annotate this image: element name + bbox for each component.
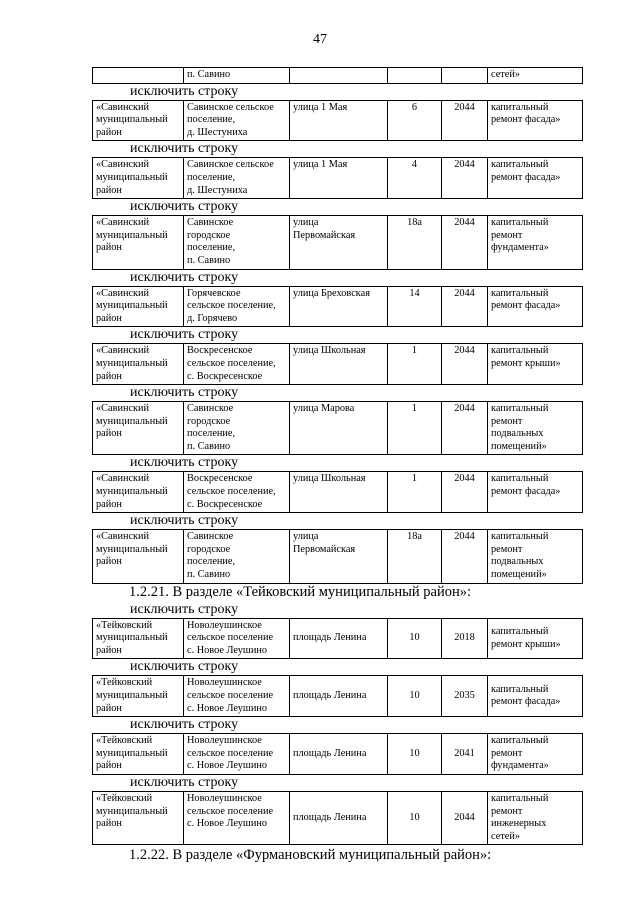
- cell-settlement: [184, 472, 290, 513]
- cell-line: ремонт фасада»: [491, 114, 561, 126]
- table-row: [93, 676, 583, 717]
- cell-line: с. Новое Леушино: [187, 760, 267, 772]
- cell-settlement: [184, 676, 290, 717]
- cell-line: площадь Ленина: [293, 811, 367, 823]
- cell-line: подвальных: [491, 428, 544, 440]
- cell-year: 2044: [442, 344, 488, 385]
- cell-municipality: [93, 676, 184, 717]
- table-row: [93, 402, 583, 455]
- cell-house: 18а: [388, 530, 442, 583]
- cell-line: ремонт: [491, 229, 523, 241]
- cell-line: сельское поселение: [187, 690, 274, 701]
- cell-line: район: [96, 760, 122, 772]
- table-row: [93, 100, 583, 141]
- row-table: [92, 733, 583, 775]
- cell-line: муниципальный: [96, 543, 168, 555]
- cell-street: [290, 68, 388, 84]
- cell-year: 2044: [442, 216, 488, 269]
- row-table: [92, 618, 583, 660]
- exclude-row-command: исключить строку: [130, 717, 239, 733]
- cell-street: [290, 734, 388, 775]
- cell-line: «Тейковский: [96, 735, 153, 747]
- cell-line: капитальный: [491, 792, 549, 804]
- cell-settlement: [184, 100, 290, 141]
- cell-house: 14: [388, 286, 442, 327]
- cell-line: район: [96, 184, 122, 196]
- cell-line: Савинское: [187, 403, 234, 415]
- cell-line: поселение,: [187, 556, 236, 568]
- cell-line: д. Шестуниха: [187, 184, 248, 196]
- cell-line: муниципальный: [96, 632, 168, 644]
- cell-municipality: [93, 344, 184, 385]
- cell-line: муниципальный: [96, 300, 168, 312]
- cell-settlement: [184, 344, 290, 385]
- cell-line: «Савинский: [96, 101, 150, 113]
- cell-line: «Савинский: [96, 287, 150, 299]
- cell-line: район: [96, 644, 122, 656]
- cell-line: капитальный: [491, 101, 549, 113]
- cell-line: сельское поселение,: [187, 486, 276, 498]
- cell-line: капитальный: [491, 683, 549, 695]
- cell-line: Горячевское: [187, 287, 241, 299]
- cell-line: сельское поселение: [187, 632, 274, 644]
- cell-line: городское: [187, 229, 231, 241]
- cell-line: улица Школьная: [293, 473, 366, 485]
- cell-work-type: сетей»: [488, 68, 583, 84]
- cell-street: [290, 158, 388, 199]
- cell-line: муниципальный: [96, 747, 168, 759]
- cell-line: район: [96, 818, 122, 830]
- cell-settlement: [184, 618, 290, 659]
- cell-line: п. Савино: [187, 440, 231, 452]
- cell-street: [290, 344, 388, 385]
- cell-line: район: [96, 126, 122, 138]
- first-row-table: [92, 67, 583, 84]
- cell-line: ремонт: [491, 805, 523, 817]
- cell-line: д. Горячево: [187, 312, 238, 324]
- cell-line: Новолеушинское: [187, 735, 262, 747]
- exclude-row-command: исключить строку: [130, 659, 239, 675]
- cell-house: 4: [388, 158, 442, 199]
- cell-line: капитальный: [491, 403, 549, 415]
- exclude-row-command: исключить строку: [130, 513, 239, 529]
- exclude-row-command: исключить строку: [130, 327, 239, 343]
- cell-line: площадь Ленина: [293, 747, 367, 759]
- cell-line: капитальный: [491, 531, 549, 543]
- cell-line: ремонт фасада»: [491, 486, 561, 498]
- cell-municipality: [93, 100, 184, 141]
- cell-year: 2044: [442, 791, 488, 844]
- cell-line: с. Воскресенское: [187, 370, 263, 382]
- section-heading-furmanov: 1.2.22. В разделе «Фурмановский муниципальный район»:: [129, 847, 492, 864]
- cell-settlement: [184, 734, 290, 775]
- cell-municipality: [93, 216, 184, 269]
- row-table: [92, 471, 583, 513]
- cell-line: с. Новое Леушино: [187, 644, 267, 656]
- cell-year: 2044: [442, 402, 488, 455]
- cell-year: [442, 68, 488, 84]
- row-table: [92, 529, 583, 583]
- row-table: [92, 286, 583, 328]
- cell-line: «Савинский: [96, 473, 150, 485]
- cell-line: улица Бреховская: [293, 287, 370, 299]
- cell-line: ремонт фасада»: [491, 171, 561, 183]
- cell-line: помещений»: [491, 569, 547, 581]
- cell-municipality: [93, 286, 184, 327]
- cell-line: помещений»: [491, 440, 547, 452]
- cell-line: площадь Ленина: [293, 632, 367, 644]
- cell-line: район: [96, 556, 122, 568]
- teykovo-rows: [92, 602, 582, 846]
- cell-line: ремонт фасада»: [491, 300, 561, 312]
- cell-year: 2041: [442, 734, 488, 775]
- cell-line: ремонт: [491, 747, 523, 759]
- cell-line: ремонт: [491, 543, 523, 555]
- cell-year: 2044: [442, 100, 488, 141]
- exclude-row-command: исключить строку: [130, 269, 239, 285]
- cell-line: поселение,: [187, 171, 236, 183]
- table-row: [93, 530, 583, 583]
- cell-line: капитальный: [491, 159, 549, 171]
- section-heading-teykovo: 1.2.21. В разделе «Тейковский муниципальный район»:: [129, 583, 472, 600]
- cell-line: городское: [187, 543, 231, 555]
- cell-street: [290, 530, 388, 583]
- cell-line: улица: [293, 217, 319, 229]
- cell-line: муниципальный: [96, 805, 168, 817]
- table-row: [93, 618, 583, 659]
- cell-line: муниципальный: [96, 690, 168, 701]
- cell-settlement: [184, 158, 290, 199]
- cell-house: 10: [388, 734, 442, 775]
- table-row: [93, 472, 583, 513]
- cell-house: 10: [388, 791, 442, 844]
- cell-house: 6: [388, 100, 442, 141]
- table-row: [93, 791, 583, 844]
- cell-house: 1: [388, 402, 442, 455]
- cell-settlement: [184, 286, 290, 327]
- table-row: [93, 286, 583, 327]
- cell-line: ремонт: [491, 415, 523, 427]
- cell-line: площадь Ленина: [293, 690, 367, 701]
- cell-line: п. Савино: [187, 254, 231, 266]
- cell-line: улица 1 Мая: [293, 101, 348, 113]
- table-row: [93, 158, 583, 199]
- cell-line: район: [96, 370, 122, 382]
- cell-line: район: [96, 702, 122, 714]
- cell-year: 2044: [442, 472, 488, 513]
- cell-line: капитальный: [491, 217, 549, 229]
- exclude-row-command: исключить строку: [130, 385, 239, 401]
- row-table: [92, 675, 583, 717]
- cell-line: с. Воскресенское: [187, 498, 263, 510]
- cell-house: 10: [388, 676, 442, 717]
- cell-line: муниципальный: [96, 114, 168, 126]
- cell-house: 1: [388, 344, 442, 385]
- cell-line: муниципальный: [96, 415, 168, 427]
- cell-municipality: [93, 68, 184, 84]
- cell-line: Савинское сельское: [187, 101, 274, 113]
- cell-line: п. Савино: [187, 569, 231, 581]
- cell-year: 2035: [442, 676, 488, 717]
- cell-house: 18а: [388, 216, 442, 269]
- table-row: [93, 344, 583, 385]
- cell-municipality: [93, 530, 184, 583]
- cell-line: городское: [187, 415, 231, 427]
- cell-line: район: [96, 312, 122, 324]
- cell-line: с. Новое Леушино: [187, 818, 267, 830]
- cell-house: [388, 68, 442, 84]
- cell-municipality: [93, 791, 184, 844]
- cell-street: [290, 100, 388, 141]
- cell-line: ремонт крыши»: [491, 638, 561, 650]
- cell-line: д. Шестуниха: [187, 126, 248, 138]
- cell-line: подвальных: [491, 556, 544, 568]
- cell-line: «Савинский: [96, 217, 150, 229]
- row-table: [92, 791, 583, 845]
- cell-line: Новолеушинское: [187, 677, 262, 689]
- cell-work-type: [488, 402, 583, 455]
- cell-settlement: [184, 216, 290, 269]
- cell-line: фундамента»: [491, 760, 549, 772]
- cell-work-type: [488, 100, 583, 141]
- cell-street: [290, 216, 388, 269]
- exclude-row-command: исключить строку: [130, 455, 239, 471]
- cell-line: район: [96, 242, 122, 254]
- cell-line: муниципальный: [96, 357, 168, 369]
- cell-work-type: [488, 791, 583, 844]
- cell-work-type: [488, 216, 583, 269]
- cell-line: «Савинский: [96, 403, 150, 415]
- cell-line: улица: [293, 531, 319, 543]
- cell-line: ремонт крыши»: [491, 357, 561, 369]
- row-table: [92, 100, 583, 142]
- cell-line: инженерных: [491, 818, 547, 830]
- cell-line: поселение,: [187, 428, 236, 440]
- cell-year: 2018: [442, 618, 488, 659]
- exclude-row-command: исключить строку: [130, 83, 239, 99]
- cell-street: [290, 402, 388, 455]
- row-table: [92, 157, 583, 199]
- document-body: [92, 67, 582, 865]
- cell-work-type: [488, 344, 583, 385]
- cell-work-type: [488, 734, 583, 775]
- cell-line: муниципальный: [96, 171, 168, 183]
- cell-municipality: [93, 618, 184, 659]
- cell-street: [290, 618, 388, 659]
- cell-line: капитальный: [491, 625, 549, 637]
- cell-line: сельское поселение,: [187, 357, 276, 369]
- cell-line: «Савинский: [96, 159, 150, 171]
- cell-street: [290, 676, 388, 717]
- cell-settlement: [184, 402, 290, 455]
- cell-house: 1: [388, 472, 442, 513]
- cell-line: муниципальный: [96, 229, 168, 241]
- cell-house: 10: [388, 618, 442, 659]
- cell-settlement: [184, 791, 290, 844]
- cell-work-type: [488, 158, 583, 199]
- cell-work-type: [488, 676, 583, 717]
- page-number: 47: [313, 32, 327, 47]
- cell-line: Новолеушинское: [187, 792, 262, 804]
- cell-municipality: [93, 472, 184, 513]
- table-row: [93, 68, 583, 84]
- exclude-row-command: исключить строку: [130, 199, 239, 215]
- cell-line: фундамента»: [491, 242, 549, 254]
- cell-municipality: [93, 734, 184, 775]
- cell-line: улица 1 Мая: [293, 159, 348, 171]
- row-table: [92, 343, 583, 385]
- cell-line: поселение,: [187, 242, 236, 254]
- cell-line: сельское поселение: [187, 805, 274, 817]
- table-row: [93, 734, 583, 775]
- cell-line: капитальный: [491, 735, 549, 747]
- cell-line: Савинское сельское: [187, 159, 274, 171]
- cell-line: улица Марова: [293, 403, 355, 415]
- cell-line: «Тейковский: [96, 677, 153, 689]
- cell-street: [290, 286, 388, 327]
- cell-line: сельское поселение: [187, 747, 274, 759]
- cell-line: «Савинский: [96, 345, 150, 357]
- cell-line: сельское поселение,: [187, 300, 276, 312]
- cell-line: муниципальный: [96, 486, 168, 498]
- cell-street: [290, 472, 388, 513]
- cell-line: «Тейковский: [96, 792, 153, 804]
- exclude-row-command: исключить строку: [130, 774, 239, 790]
- cell-line: район: [96, 498, 122, 510]
- row-table: [92, 215, 583, 269]
- cell-line: сетей»: [491, 830, 520, 842]
- cell-year: 2044: [442, 286, 488, 327]
- cell-line: с. Новое Леушино: [187, 702, 267, 714]
- cell-work-type: [488, 286, 583, 327]
- cell-line: ремонт фасада»: [491, 696, 561, 708]
- cell-line: «Савинский: [96, 531, 150, 543]
- cell-municipality: [93, 402, 184, 455]
- cell-line: Первомайская: [293, 229, 356, 241]
- cell-settlement: [184, 530, 290, 583]
- cell-work-type: [488, 618, 583, 659]
- cell-settlement: п. Савино: [184, 68, 290, 84]
- cell-line: Воскресенское: [187, 473, 253, 485]
- cell-line: Савинское: [187, 531, 234, 543]
- cell-line: район: [96, 428, 122, 440]
- cell-line: капитальный: [491, 473, 549, 485]
- cell-line: капитальный: [491, 345, 549, 357]
- cell-line: Первомайская: [293, 543, 356, 555]
- savino-rows: [92, 84, 582, 584]
- cell-year: 2044: [442, 530, 488, 583]
- cell-line: поселение,: [187, 114, 236, 126]
- exclude-row-command: исключить строку: [130, 601, 239, 617]
- cell-line: Новолеушинское: [187, 619, 262, 631]
- cell-year: 2044: [442, 158, 488, 199]
- cell-work-type: [488, 530, 583, 583]
- cell-street: [290, 791, 388, 844]
- cell-work-type: [488, 472, 583, 513]
- cell-municipality: [93, 158, 184, 199]
- cell-line: Воскресенское: [187, 345, 253, 357]
- cell-line: Савинское: [187, 217, 234, 229]
- cell-line: улица Школьная: [293, 345, 366, 357]
- cell-line: капитальный: [491, 287, 549, 299]
- cell-line: «Тейковский: [96, 619, 153, 631]
- exclude-row-command: исключить строку: [130, 141, 239, 157]
- row-table: [92, 401, 583, 455]
- table-row: [93, 216, 583, 269]
